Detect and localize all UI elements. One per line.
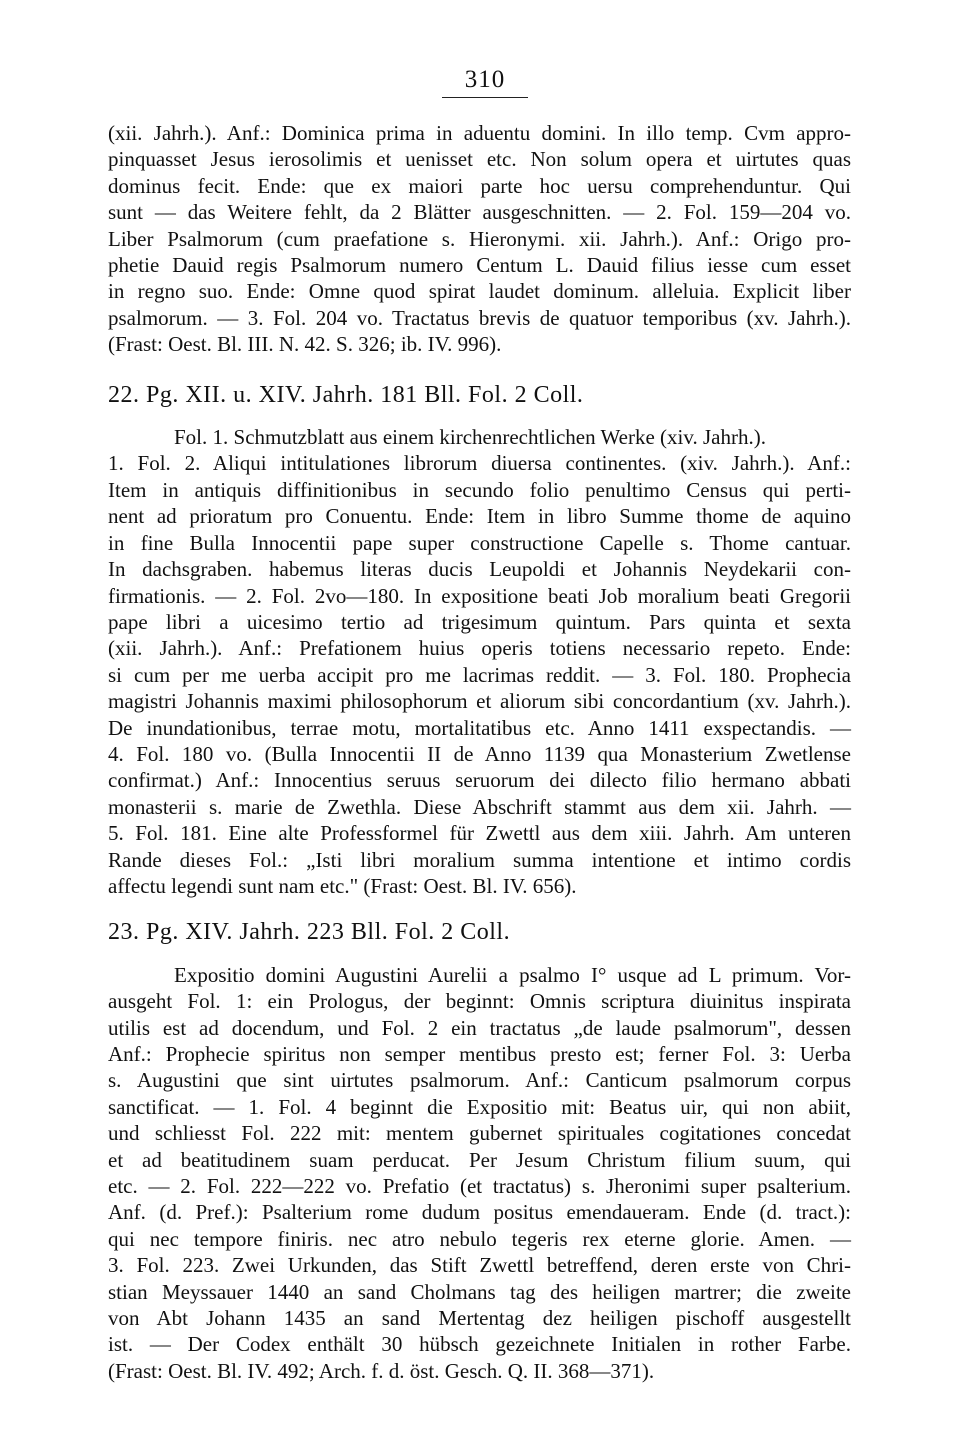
text-line: firmationis. — 2. Fol. 2vo—180. In expositione beati Job moralium beati Gregorii xyxy=(108,583,851,608)
text-line: qui nec tempore finiris. nec atro nebulo tegeris rex eterne glorie. Amen. — xyxy=(108,1226,851,1251)
text-line: confirmat.) Anf.: Innocentius seruus seruorum dei dilecto filio hermano abbati xyxy=(108,768,851,793)
text-line: dominus fecit. Ende: que ex maiori parte hoc uersu comprehenduntur. Qui xyxy=(108,173,851,198)
text-line: s. Augustini que sint uirtutes psalmorum. Anf.: Canticum psalmorum corpus xyxy=(108,1068,851,1093)
text-line: Fol. 1. Schmutzblatt aus einem kirchenrechtlichen Werke (xiv. Jahrh.). xyxy=(174,425,766,450)
text-line: ausgeht Fol. 1: ein Prologus, der beginnt: Omnis scriptura diuinitus inspirata xyxy=(108,989,851,1014)
text-line: Liber Psalmorum (cum praefatione s. Hieronymi. xii. Jahrh.). Anf.: Origo pro- xyxy=(108,226,851,251)
text-line: stian Meyssauer 1440 an sand Cholmans tag des heiligen martrer; die zweite xyxy=(108,1279,851,1304)
text-line: Expositio domini Augustini Aurelii a psalmo I° usque ad L primum. Vor- xyxy=(174,962,851,987)
text-line: phetie Dauid regis Psalmorum numero Centum L. Dauid filius iesse cum esset xyxy=(108,253,851,278)
body-text xyxy=(108,120,851,1384)
text-line: (Frast: Oest. Bl. IV. 492; Arch. f. d. öst. Gesch. Q. II. 368—371). xyxy=(108,1358,655,1383)
entry-heading: 22. Pg. XII. u. XIV. Jahrh. 181 Bll. Fol. 2 Coll. xyxy=(108,381,584,408)
text-line: affectu legendi sunt nam etc." (Frast: Oest. Bl. IV. 656). xyxy=(108,873,577,898)
entry-heading: 23. Pg. XIV. Jahrh. 223 Bll. Fol. 2 Coll. xyxy=(108,919,511,946)
text-line: 3. Fol. 223. Zwei Urkunden, das Stift Zwettl betreffend, deren erste von Chri- xyxy=(108,1253,851,1278)
text-line: pape libri a uicesimo tertio ad trigesimum quintum. Pars quinta et sexta xyxy=(108,609,851,634)
page-number: 310 xyxy=(464,66,506,93)
entry-22 xyxy=(108,382,851,900)
text-line: utilis est ad docendum, und Fol. 2 ein tractatus „de laude psalmorum", dessen xyxy=(108,1015,851,1040)
text-line: 1. Fol. 2. Aliqui intitulationes librorum diuersa continentes. (xiv. Jahrh.). Anf.: xyxy=(108,451,851,476)
text-line: 5. Fol. 181. Eine alte Professformel für Zwettl aus dem xiii. Jahrh. Am unteren xyxy=(108,821,851,846)
text-line: monasterii s. marie de Zwethla. Diese Abschrift stammt aus dem xii. Jahrh. — xyxy=(108,794,851,819)
text-line: De inundationibus, terrae motu, mortalitatibus etc. Anno 1411 exspectandis. — xyxy=(108,715,851,740)
text-line: magistri Johannis maximi philosophorum et aliorum sibi concordantium (xv. Jahrh.). xyxy=(108,689,851,714)
text-line: (Frast: Oest. Bl. III. N. 42. S. 326; ib. IV. 996). xyxy=(108,332,502,357)
text-line: Anf.: Prophecie spiritus non semper mentibus presto est; ferner Fol. 3: Uerba xyxy=(108,1042,851,1066)
text-line: Item in antiquis diffinitionibus in secundo folio penultimo Census qui perti- xyxy=(108,477,851,502)
text-line: nent ad prioratum pro Conuentu. Ende: Item in libro Summe thome de aquino xyxy=(108,504,851,529)
text-line: et ad beatitudinem suam perducat. Per Jesum Christum filium suum, qui xyxy=(108,1147,851,1172)
text-line: und schliesst Fol. 222 mit: mentem gubernet spirituales cogitationes concedat xyxy=(108,1121,851,1146)
entry-intro xyxy=(108,120,851,358)
text-line: ist. — Der Codex enthält 30 hübsch gezeichnete Initialen in rother Farbe. xyxy=(108,1332,851,1357)
text-line: (xii. Jahrh.). Anf.: Dominica prima in aduentu domini. In illo temp. Cvm appro- xyxy=(108,121,851,145)
text-line: 4. Fol. 180 vo. (Bulla Innocentii II de Anno 1139 qua Monasterium Zwetlense xyxy=(108,741,851,766)
text-line: si cum per me uerba accipit pro me lacrimas reddit. — 3. Fol. 180. Prophecia xyxy=(108,662,851,687)
text-line: in regno suo. Ende: Omne quod spirat laudet dominum. alleluia. Explicit liber xyxy=(108,279,851,304)
text-line: Anf. (d. Pref.): Psalterium rome dudum positus emendaueram. Ende (d. tract.): xyxy=(108,1200,851,1225)
text-line: sanctificat. — 1. Fol. 4 beginnt die Expositio mit: Beatus uir, qui non abiit, xyxy=(108,1094,851,1119)
text-line: Rande dieses Fol.: „Isti libri moralium summa intentione et intimo cordis xyxy=(108,847,851,872)
text-line: pinquasset Jesus ierosolimis et uenisset etc. Non solum opera et uirtutes quas xyxy=(108,147,851,172)
text-line: von Abt Johann 1435 an sand Mertentag dez heiligen pischoff ausgestellt xyxy=(108,1306,851,1331)
text-line: In dachsgraben. habemus literas ducis Leupoldi et Johannis Neydekarii con- xyxy=(108,557,851,582)
text-line: etc. — 2. Fol. 222—222 vo. Prefatio (et tractatus) s. Jheronimi super psalterium. xyxy=(108,1174,851,1199)
text-line: sunt — das Weitere fehlt, da 2 Blätter ausgeschnitten. — 2. Fol. 159—204 vo. xyxy=(108,200,851,225)
text-line: (xii. Jahrh.). Anf.: Prefationem huius operis totiens necessario repeto. Ende: xyxy=(108,636,851,661)
text-line: psalmorum. — 3. Fol. 204 vo. Tractatus brevis de quatuor temporibus (xv. Jahrh.). xyxy=(108,305,851,330)
text-line: in fine Bulla Innocentii pape super constructione Capelle s. Thome cantuar. xyxy=(108,530,851,555)
page-number-rule xyxy=(442,97,528,98)
entry-23 xyxy=(108,919,851,1384)
